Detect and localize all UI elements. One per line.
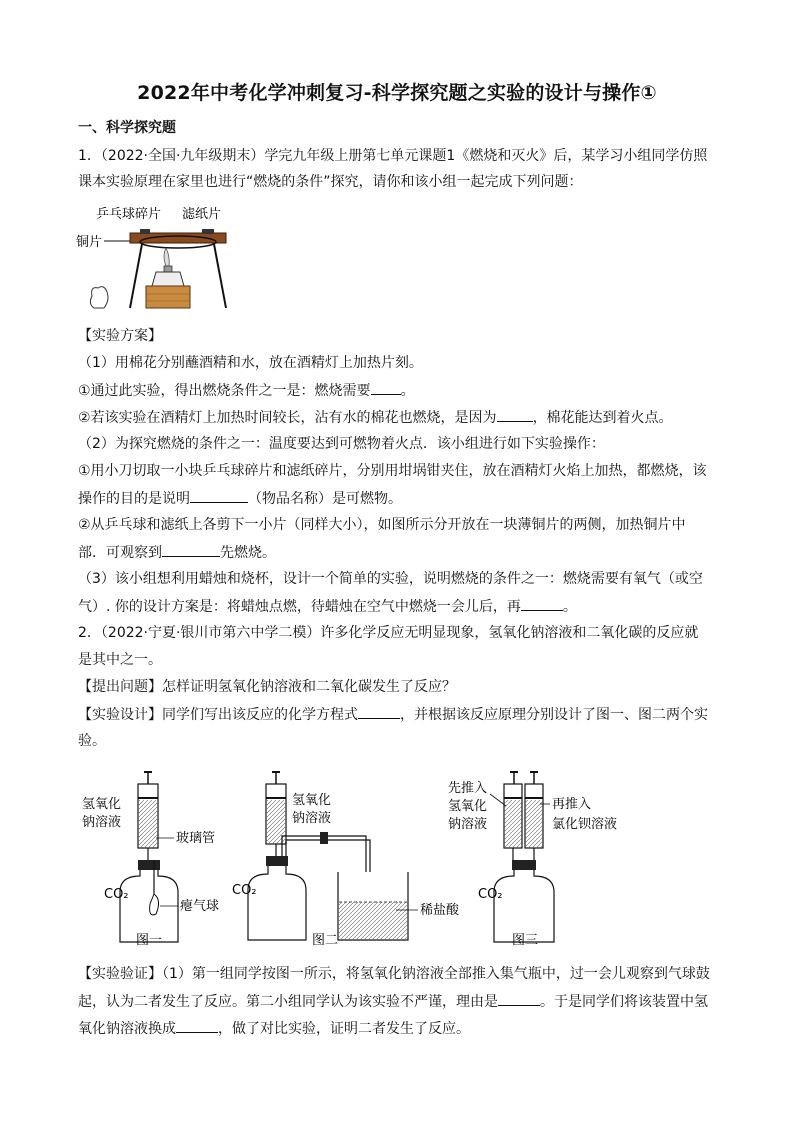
alcohol-lamp	[152, 272, 184, 286]
fig2-acid-label: 稀盐酸	[420, 903, 460, 918]
fig3-naoh-label1: 氢氧化	[448, 799, 488, 814]
answer-blank[interactable]	[162, 542, 220, 557]
clamp	[320, 832, 328, 844]
q2-verify-line2: 起，认为二者发生了反应。第二小组同学认为该实验不严谨，理由是 。于是同学们将该装置中氢	[78, 991, 708, 1012]
q1-part2-b-line2: 部．可观察到 先燃烧。	[78, 542, 276, 563]
q2-verify-line1: 【实验验证】（1）第一组同学按图一所示，将氢氧化钠溶液全部推入集气瓶中，过一会儿观察到气球鼓	[78, 966, 710, 982]
copper-sheet-figure	[76, 200, 236, 318]
answer-blank[interactable]	[497, 407, 533, 422]
wood-block	[146, 286, 190, 308]
q1-stem-line2: 课本实验原理在家里也进行“燃烧的条件”探究，请你和该小组一起完成下列问题：	[78, 174, 583, 190]
q2-verify-line3: 氧化钠溶液换成 ，做了对比实验，证明二者发生了反应。	[78, 1018, 470, 1039]
q1-part1: （1）用棉花分别蘸酒精和水，放在酒精灯上加热片刻。	[78, 355, 423, 371]
gas-bottle	[494, 870, 554, 942]
q2-design: 【实验设计】同学们写出该反应的化学方程式 ，并根据该反应原理分别设计了图一、图二两个实	[78, 704, 708, 725]
section-heading: 一、科学探究题	[78, 120, 176, 136]
fig3-caption: 图三	[512, 933, 539, 948]
q1-part2-b-line1: ②从乒乓球和滤纸上各剪下一小片（同样大小），如图所示分开放在一块薄铜片的两侧，加热铜片中	[78, 517, 686, 533]
answer-blank[interactable]	[176, 1018, 218, 1033]
fig1-balloon-label: 瘪气球	[180, 899, 220, 914]
fig3-then-label: 再推入	[552, 797, 592, 812]
figure-3	[448, 772, 617, 948]
fig1-tube-label: 玻璃管	[176, 831, 216, 846]
plan-heading: 【实验方案】	[78, 328, 162, 344]
label-pingpong: 乒乓球碎片	[96, 207, 162, 222]
label-filter-paper: 滤纸片	[182, 207, 222, 222]
fig3-naoh-label2: 钠溶液	[448, 817, 488, 832]
figure-2	[232, 772, 460, 948]
gas-bottle	[248, 866, 306, 940]
q1-part2-a-line2: 操作的目的是说明 （物品名称）是可燃物。	[78, 488, 402, 509]
q1-part1-a: ①通过此实验，得出燃烧条件之一是：燃烧需要 。	[78, 380, 415, 401]
fig2-caption: 图二	[312, 933, 339, 948]
q2-design-line2: 验。	[78, 733, 106, 749]
q2-stem-line1: 2．（2022·宁夏·银川市第六中学二模）许多化学反应无明显现象，氢氧化钠溶液和二氧化碳的反应就	[78, 625, 699, 641]
page-title: 2022年中考化学冲刺复习-科学探究题之实验的设计与操作①	[137, 82, 657, 104]
fig3-first-label: 先推入	[448, 781, 488, 796]
q1-part1-b: ②若该实验在酒精灯上加热时间较长，沾有水的棉花也燃烧，是因为 ，棉花能达到着火点。	[78, 407, 673, 428]
q1-stem-line1: 1．（2022·全国·九年级期末）学完九年级上册第七单元课题1《燃烧和灭火》后，某学习小组同学仿照	[78, 148, 708, 164]
figure-1	[82, 772, 219, 948]
q1-part2-a-line1: ①用小刀切取一小块乒乓球碎片和滤纸碎片，分别用坩埚钳夹住，放在酒精灯火焰上加热，都燃烧，该	[78, 463, 707, 479]
filter-piece	[202, 229, 214, 234]
fig1-co2-label: CO₂	[104, 887, 129, 902]
stopper	[138, 860, 160, 870]
q2-stem-line2: 是其中之一。	[78, 652, 162, 668]
cotton	[90, 287, 108, 308]
answer-blank[interactable]	[498, 991, 540, 1006]
pingpong-piece	[140, 229, 150, 234]
answer-blank[interactable]	[371, 380, 401, 395]
q1-part3-line2: 气）. 你的设计方案是：将蜡烛点燃，待蜡烛在空气中燃烧一会儿后，再 。	[78, 596, 577, 617]
answer-blank[interactable]	[521, 596, 563, 611]
q1-part3-line1: （3）该小组想利用蜡烛和烧杯，设计一个简单的实验，说明燃烧的条件之一：燃烧需要有氧气（或空	[78, 571, 703, 587]
q2-ask: 【提出问题】怎样证明氢氧化钠溶液和二氧化碳发生了反应？	[78, 679, 456, 695]
fig2-naoh-label1: 氢氧化	[292, 793, 332, 808]
fig2-naoh-label2: 钠溶液	[292, 811, 332, 826]
apparatus-figures	[76, 764, 656, 954]
fig3-co2-label: CO₂	[478, 887, 503, 902]
flame	[164, 248, 169, 266]
copper-sheet	[130, 233, 226, 243]
q1-part2: （2）为探究燃烧的条件之一：温度要达到可燃物着火点．该小组进行如下实验操作：	[78, 436, 605, 452]
answer-blank[interactable]	[190, 488, 248, 503]
label-copper: 铜片	[76, 235, 103, 250]
stopper	[512, 860, 536, 870]
fig1-naoh-label2: 钠溶液	[82, 815, 122, 830]
fig1-naoh-label1: 氢氧化	[82, 797, 122, 812]
fig2-co2-label: CO₂	[232, 883, 257, 898]
answer-blank[interactable]	[358, 704, 400, 719]
fig3-bacl2-label: 氯化钡溶液	[552, 817, 618, 832]
fig1-caption: 图一	[136, 933, 163, 948]
stopper	[266, 856, 288, 866]
